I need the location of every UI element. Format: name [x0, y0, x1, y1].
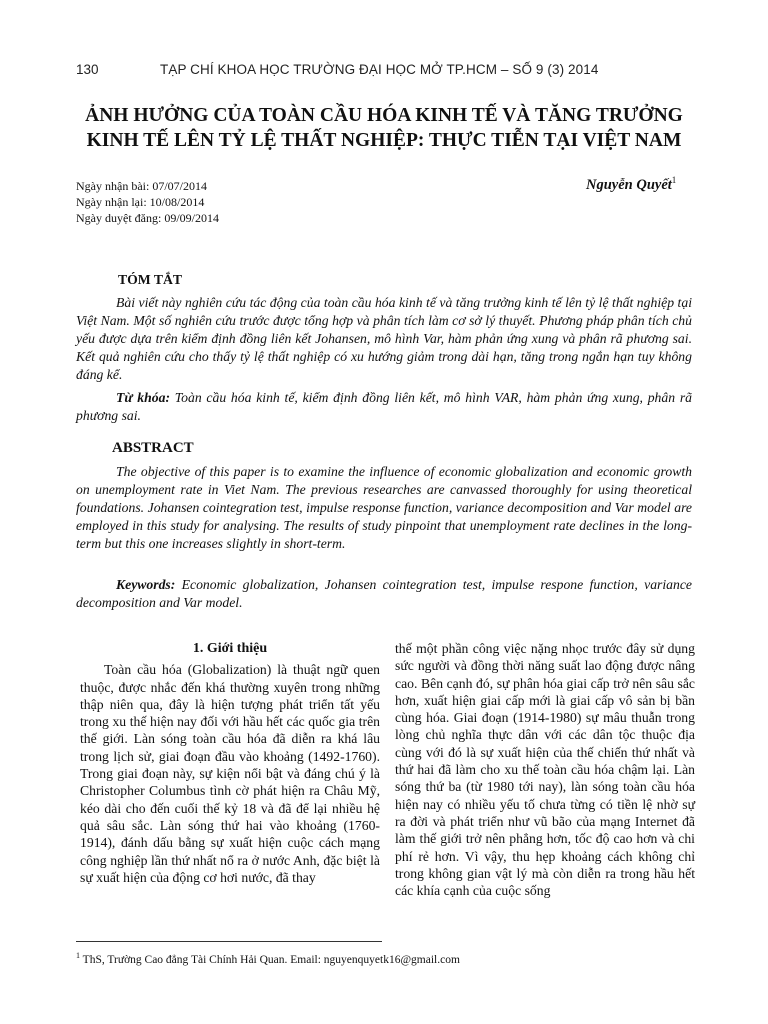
journal-title: TẠP CHÍ KHOA HỌC TRƯỜNG ĐẠI HỌC MỞ TP.HCM – SỐ 9 (3) 2014	[160, 62, 599, 77]
accepted-date: Ngày duyệt đăng: 09/09/2014	[76, 211, 219, 225]
keywords-label-en: Keywords:	[116, 577, 176, 592]
section-1-paragraph-right: thế một phần công việc nặng nhọc trước đây sử dụng sức người và đồng thời năng suất lao động được nâng cao. Bên cạnh đó, sự phân hóa giai cấp trở nên sâu sắc hơn, xuất hiện giai cấp mới là giai cấp vô sản bị bần cùng hóa. Giai đoạn (1914-1980) sự mâu thuẫn trong lòng chủ nghĩa thực dân với các dân tộc thuộc địa cùng với đó là sự xuất hiện của thế chiến thứ nhất và thứ hai đã làm cho xu thế toàn cầu hóa chậm lại. Làn sóng thứ ba (từ 1980 tới nay), làn sóng toàn cầu hóa hiện nay có nhiều yếu tố chưa từng có tiền lệ nhờ sự ra đời và phát triển như vũ bão của mạng Internet đã làm thế giới trở nên phẳng hơn, tốc độ cao hơn và chi phí rẻ hơn. Vì vậy, thu hẹp khoảng cách không chỉ trong không gian vật lý mà còn diễn ra trong hầu hết các khía cạnh của cuộc sống	[395, 641, 695, 899]
submission-dates	[76, 178, 219, 226]
author	[586, 175, 676, 194]
article-title	[40, 103, 728, 153]
footnote	[76, 951, 460, 966]
column-right	[395, 640, 695, 899]
column-left	[80, 640, 380, 886]
keywords-en: Economic globalization, Johansen cointegration test, impulse respone function, variance decomposition and Var model.	[76, 577, 693, 610]
author-footnote-marker: 1	[671, 175, 677, 185]
keywords-vi: Toàn cầu hóa kinh tế, kiểm định đồng liên kết, mô hình VAR, hàm phản ứng xung, phân rã phương sai.	[76, 390, 693, 423]
author-name: Nguyễn Quyết	[586, 176, 672, 193]
title-line-2: KINH TẾ LÊN TỶ LỆ THẤT NGHIỆP: THỰC TIỄN TẠI VIỆT NAM	[86, 130, 682, 151]
section-1-paragraph-left: Toàn cầu hóa (Globalization) là thuật ngữ quen thuộc, được nhắc đến khá thường xuyên trong những thập niên qua, đây là hiện tượng phát triển tất yếu trong xu thế hiện nay đối với hầu hết các quốc gia trên thế giới. Làn sóng toàn cầu hóa đã diễn ra khá lâu trong lịch sử, giai đoạn đầu vào khoảng (1492-1760). Trong giai đoạn này, sự kiện nổi bật và đáng chú ý là Christopher Columbus tình cờ phát hiện ra Châu Mỹ, kéo dài cho đến cuối thế kỷ 18 và đã để lại nhiều hệ quả sâu sắc. Làn sóng thứ hai vào khoảng (1760-1914), đánh dấu bằng sự xuất hiện cuộc cách mạng công nghiệp lần thứ nhất nổ ra ở nước Anh, đặc biệt là sự xuất hiện của động cơ hơi nước, đã thay	[80, 662, 380, 885]
footnote-marker: 1	[76, 951, 80, 960]
abstract-body: The objective of this paper is to examine the influence of economic globalization and economic growth on unemployment rate in Viet Nam. The previous researches are canvassed thoroughly for using theoretical foundations. Johansen cointegration test, impulse response function, variance decomposition and Var model are employed in this study for analysing. The results of study pinpoint that unemployment rate declines in the long-term but this one increases slightly in short-term.	[76, 464, 692, 551]
abstract-heading: ABSTRACT	[112, 440, 194, 456]
summary-heading: TÓM TẮT	[118, 272, 183, 287]
abstract-keywords	[76, 576, 692, 612]
summary-keywords	[76, 389, 692, 425]
title-line-1: ẢNH HƯỞNG CỦA TOÀN CẦU HÓA KINH TẾ VÀ TĂNG TRƯỞNG	[85, 105, 683, 126]
keywords-label-vi: Từ khóa:	[116, 390, 171, 405]
page-number: 130	[76, 62, 99, 77]
footnote-text: ThS, Trường Cao đẳng Tài Chính Hải Quan. Email: nguyenquyetk16@gmail.com	[82, 953, 460, 966]
summary-body: Bài viết này nghiên cứu tác động của toàn cầu hóa kinh tế và tăng trưởng kinh tế lên tỷ lệ thất nghiệp tại Việt Nam. Một số nghiên cứu trước được tổng hợp và phân tích làm cơ sở lý thuyết. Phương pháp phân tích chủ yếu được dựa trên kiểm định đồng liên kết Johansen, mô hình Var, hàm phản ứng xung và phân rã phương sai. Kết quả nghiên cứu cho thấy tỷ lệ thất nghiệp có xu hướng giảm trong dài hạn, tăng trong ngắn hạn tuy không đáng kể.	[76, 295, 692, 382]
footnote-rule	[76, 941, 382, 942]
revised-date: Ngày nhận lại: 10/08/2014	[76, 195, 205, 209]
received-date: Ngày nhận bài: 07/07/2014	[76, 179, 207, 193]
section-1-heading: 1. Giới thiệu	[192, 641, 268, 656]
